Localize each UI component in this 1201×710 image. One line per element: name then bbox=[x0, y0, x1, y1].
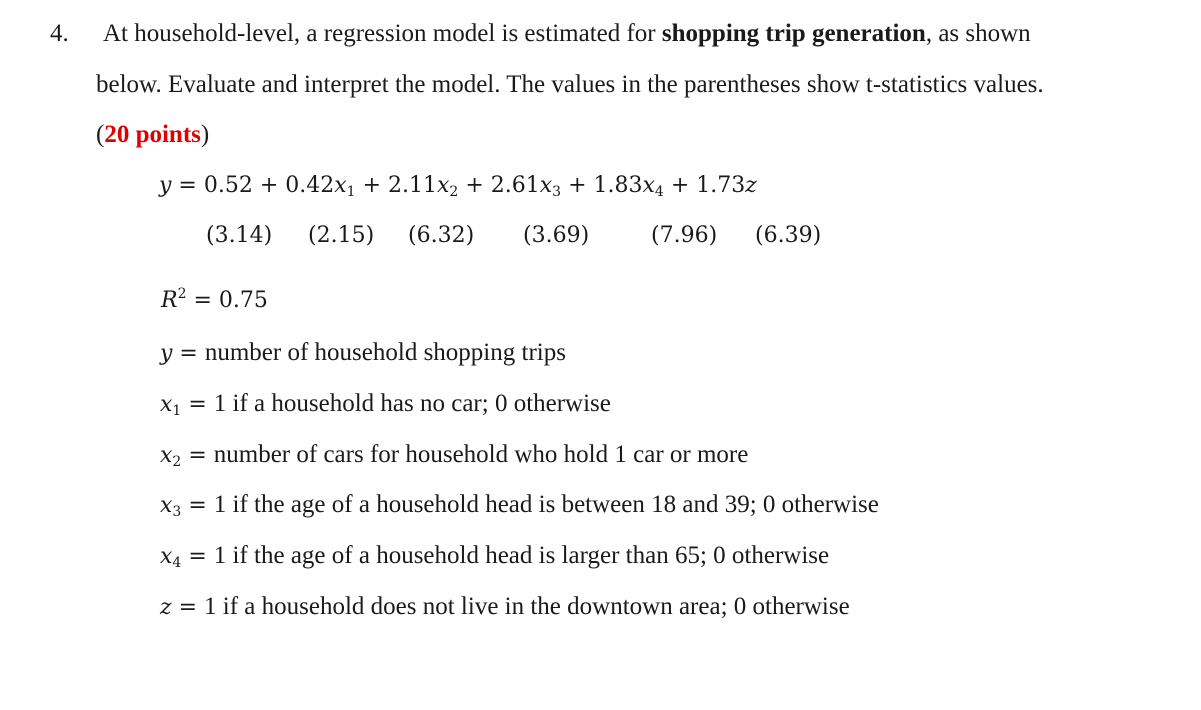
def-y-var: y bbox=[160, 341, 173, 366]
def-x1-equals: = bbox=[181, 392, 214, 417]
def-x3-sub: 3 bbox=[172, 504, 182, 520]
t-stat-x1: (2.15) bbox=[308, 223, 375, 248]
eq-plus-5: + bbox=[663, 173, 697, 198]
t-stat-x2: (6.32) bbox=[408, 223, 475, 248]
definition-z bbox=[160, 589, 850, 626]
def-x2-text: number of cars for household who hold 1 car or more bbox=[213, 441, 749, 468]
def-x2-equals: = bbox=[181, 443, 214, 468]
t-stat-intercept: (3.14) bbox=[206, 223, 273, 248]
r2-value: 0.75 bbox=[218, 288, 268, 313]
def-x4-sub: 4 bbox=[172, 555, 182, 571]
eq-var-x1: x bbox=[334, 173, 347, 198]
eq-coef-1: 0.42 bbox=[285, 173, 335, 198]
eq-var-x2: x bbox=[437, 173, 450, 198]
def-x3-var: x bbox=[160, 493, 173, 518]
eq-coef-2: 2.11 bbox=[388, 173, 437, 198]
eq-sub-4: 4 bbox=[654, 184, 664, 200]
definition-y bbox=[160, 335, 566, 372]
regression-equation bbox=[159, 170, 757, 202]
def-x2-var: x bbox=[160, 443, 173, 468]
def-x1-sub: 1 bbox=[172, 403, 182, 419]
def-z-var: z bbox=[160, 595, 172, 620]
eq-var-x4: x bbox=[642, 173, 655, 198]
eq-equals: = bbox=[171, 173, 204, 198]
def-z-equals: = bbox=[171, 595, 205, 620]
eq-lhs: y bbox=[159, 173, 172, 198]
r2-symbol: R bbox=[161, 288, 178, 313]
def-x4-var: x bbox=[160, 544, 173, 569]
def-x3-text: 1 if the age of a household head is between 18 and 39; 0 otherwise bbox=[213, 491, 879, 518]
r2-power: 2 bbox=[177, 286, 187, 302]
def-x4-text: 1 if the age of a household head is larger than 65; 0 otherwise bbox=[213, 542, 830, 569]
question-text-part1: At household-level, a regression model is estimated for bbox=[103, 20, 662, 47]
definition-x4 bbox=[160, 538, 829, 575]
points-label bbox=[96, 117, 209, 153]
question-line-2: below. Evaluate and interpret the model. The values in the parentheses show t-statistics values. bbox=[96, 71, 1044, 98]
t-stat-z: (6.39) bbox=[755, 223, 822, 248]
question-topic-bold: shopping trip generation bbox=[661, 20, 926, 47]
eq-coef-3: 2.61 bbox=[490, 173, 540, 198]
eq-var-x3: x bbox=[539, 173, 553, 198]
points-open-paren: ( bbox=[96, 121, 105, 148]
t-stat-x3: (3.69) bbox=[523, 223, 590, 248]
definition-x1 bbox=[160, 386, 611, 423]
definition-x2 bbox=[160, 437, 748, 474]
question-line-1 bbox=[103, 16, 1031, 52]
def-x1-var: x bbox=[160, 392, 173, 417]
eq-plus-2: + bbox=[355, 173, 389, 198]
def-x3-equals: = bbox=[181, 493, 214, 518]
eq-sub-1: 1 bbox=[346, 184, 356, 200]
eq-plus-3: + bbox=[458, 173, 491, 198]
points-close-paren: ) bbox=[200, 121, 210, 148]
t-statistics-row bbox=[206, 220, 821, 252]
def-x4-equals: = bbox=[181, 544, 214, 569]
eq-sub-2: 2 bbox=[449, 184, 459, 200]
r2-equals: = bbox=[186, 288, 219, 313]
eq-sub-3: 3 bbox=[552, 184, 562, 200]
eq-plus-4: + bbox=[561, 173, 594, 198]
def-x2-sub: 2 bbox=[172, 454, 182, 470]
def-z-text: 1 if a household does not live in the downtown area; 0 otherwise bbox=[204, 593, 850, 620]
r-squared bbox=[161, 285, 268, 317]
eq-plus-1: + bbox=[252, 173, 286, 198]
eq-coef-4: 1.83 bbox=[593, 173, 643, 198]
question-number: 4. bbox=[50, 20, 69, 47]
eq-coef-5: 1.73 bbox=[696, 173, 746, 198]
definition-x3 bbox=[160, 487, 879, 524]
eq-var-z: z bbox=[745, 173, 757, 198]
def-x1-text: 1 if a household has no car; 0 otherwise bbox=[213, 390, 611, 417]
points-value: 20 points bbox=[104, 121, 201, 148]
t-stat-x4: (7.96) bbox=[651, 223, 718, 248]
def-y-text: number of household shopping trips bbox=[204, 339, 566, 366]
question-text-part2: , as shown bbox=[925, 20, 1031, 47]
def-y-equals: = bbox=[172, 341, 205, 366]
eq-intercept: 0.52 bbox=[203, 173, 253, 198]
